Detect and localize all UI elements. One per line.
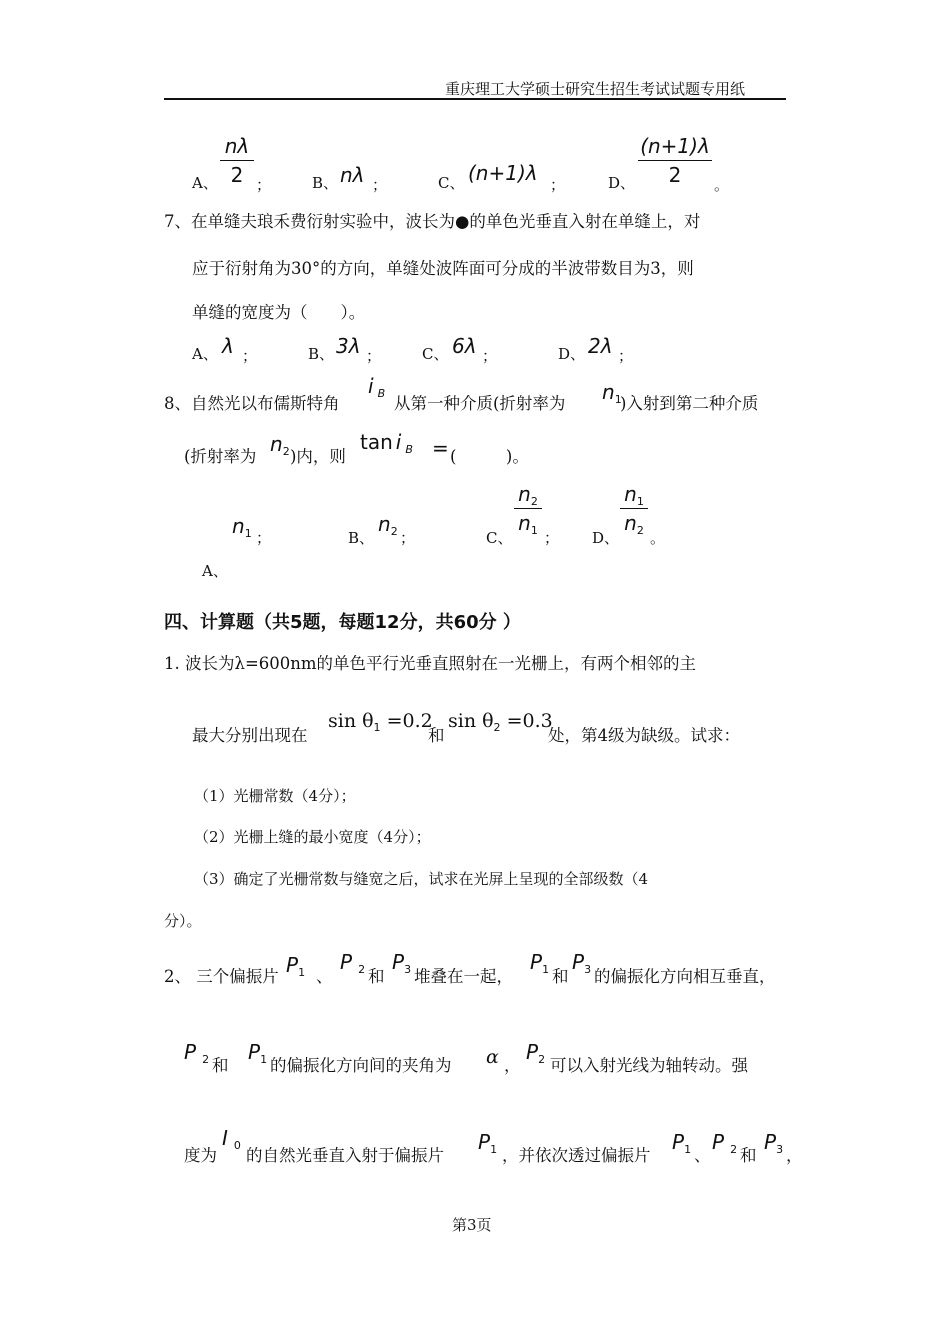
- q8-line2-prefix: (折射率为: [184, 447, 257, 466]
- p2-line2-mid: 的偏振化方向间的夹角为: [270, 1056, 452, 1075]
- q6-option-d-label: D、: [608, 174, 636, 192]
- header-title: 重庆理工大学硕士研究生招生考试试题专用纸: [445, 80, 746, 98]
- q7-option-b-value: 3λ: [336, 334, 361, 358]
- fraction-bar: [620, 508, 648, 509]
- p2-polarizer-p1-d: $P_1$: [478, 1130, 498, 1156]
- q6-option-a-fraction: [220, 134, 254, 187]
- p2-line3-end: ，: [786, 1146, 803, 1165]
- q8-text-end: )入射到第二种介质: [620, 394, 759, 413]
- p2-line1-mid: 堆叠在一起，: [414, 967, 513, 986]
- q8-option-d-denominator: $n_2$: [624, 511, 644, 537]
- q6-option-b-end: ；: [372, 176, 388, 194]
- p1-and: 和: [428, 726, 445, 745]
- q8-option-b-label: B、: [348, 529, 375, 547]
- p1-item-3-continued: 分）。: [164, 912, 202, 930]
- p2-and-3: 和: [740, 1146, 757, 1165]
- q8-option-b-end: ；: [400, 529, 416, 547]
- q8-option-d-label: D、: [592, 529, 620, 547]
- q7-option-d-label: D、: [558, 345, 586, 363]
- q8-option-d-fraction: [620, 482, 648, 535]
- p2-comma: ，: [504, 1056, 521, 1075]
- q8-tan-expression: tan i $_B$: [360, 430, 413, 456]
- q8-option-c-numerator: $n_2$: [518, 482, 538, 508]
- p2-intensity-i0: I $_0$: [222, 1126, 241, 1152]
- q6-option-d-fraction: [638, 134, 712, 187]
- p2-line3-prefix: 度为: [184, 1146, 217, 1165]
- q8-option-a-value: $n_1$: [232, 514, 252, 540]
- q8-option-c-label: C、: [486, 529, 513, 547]
- q6-option-a-numerator: nλ: [224, 134, 250, 158]
- p1-item-2: （2）光栅上缝的最小宽度（4分）；: [194, 828, 431, 846]
- q8-n2: $n_2$: [270, 432, 290, 458]
- q8-option-b-value: $n_2$: [378, 512, 398, 538]
- p2-polarizer-p1: $P_1$: [286, 953, 306, 979]
- p2-polarizer-p2-d: P $_2$: [712, 1130, 738, 1156]
- p2-line2-and: 和: [212, 1056, 229, 1075]
- q8-prefix: 8、自然光以布儒斯特角: [164, 394, 340, 413]
- page-number: 第3页: [452, 1216, 492, 1234]
- q7-option-b-label: B、: [308, 345, 335, 363]
- q7-option-a-label: A、: [192, 345, 218, 363]
- q8-blank: ( )。: [450, 447, 529, 466]
- p2-polarizer-p3-b: $P_3$: [572, 950, 592, 976]
- fraction-bar: [220, 160, 254, 161]
- p1-item-1: （1）光栅常数（4分）；: [194, 787, 356, 805]
- q7-option-c-end: ；: [482, 347, 498, 365]
- p2-line2-end: 可以入射光线为轴转动。强: [550, 1056, 748, 1075]
- q8-option-d-numerator: $n_1$: [624, 482, 644, 508]
- p2-and-1: 和: [368, 967, 385, 986]
- q6-option-d-numerator: (n+1)λ: [640, 134, 710, 158]
- q6-option-a-end: ；: [256, 176, 272, 194]
- q7-option-c-label: C、: [422, 345, 449, 363]
- q8-equals: =: [432, 436, 449, 460]
- q6-option-d-end: 。: [714, 176, 730, 194]
- p2-polarizer-p1-c: $P_1$: [248, 1040, 268, 1066]
- q8-option-c-denominator: $n_1$: [518, 511, 538, 537]
- p1-line2-prefix: 最大分别出现在: [192, 726, 308, 745]
- p2-line3-mid2: ，并依次透过偏振片: [502, 1146, 651, 1165]
- p2-polarizer-p2-b: P $_2$: [184, 1040, 210, 1066]
- p2-polarizer-p1-b: $P_1$: [530, 950, 550, 976]
- q6-option-c-label: C、: [438, 174, 465, 192]
- p1-item-3: （3）确定了光栅常数与缝宽之后，试求在光屏上呈现的全部级数（4: [194, 870, 649, 888]
- q6-option-c-value: (n+1)λ: [468, 161, 538, 185]
- p1-line-1: 1. 波长为λ=600nm的单色平行光垂直照射在一光栅上，有两个相邻的主: [164, 654, 697, 673]
- q8-brewster-angle: i $_B$: [368, 374, 386, 400]
- p2-polarizer-p3-c: $P_3$: [764, 1130, 784, 1156]
- q7-option-a-value: λ: [222, 334, 234, 358]
- p1-sin-theta-2: $\sin \theta_2 =0.3$: [448, 710, 553, 734]
- p2-line3-mid: 的自然光垂直入射于偏振片: [246, 1146, 444, 1165]
- p2-polarizer-p1-e: $P_1$: [672, 1130, 692, 1156]
- q7-option-b-end: ；: [366, 347, 382, 365]
- fraction-bar: [514, 508, 542, 509]
- q7-option-d-end: ；: [618, 347, 634, 365]
- q7-line-3: 单缝的宽度为（ ）。: [192, 303, 366, 322]
- q8-option-d-end: 。: [650, 529, 666, 547]
- q7-line-1: 7、在单缝夫琅禾费衍射实验中，波长为●的单色光垂直入射在单缝上，对: [164, 212, 701, 231]
- p2-sep-2: 、: [694, 1146, 711, 1165]
- q7-option-a-end: ；: [242, 347, 258, 365]
- p2-polarizer-p2: P $_2$: [340, 950, 366, 976]
- fraction-bar: [638, 160, 712, 161]
- q8-option-a-label: A、: [202, 562, 228, 580]
- p1-sin-theta-1: $\sin \theta_1 =0.2$: [328, 710, 433, 734]
- q7-option-c-value: 6λ: [452, 334, 477, 358]
- q6-option-b-label: B、: [312, 174, 339, 192]
- q6-option-d-denominator: 2: [668, 163, 682, 187]
- q7-option-d-value: 2λ: [588, 334, 613, 358]
- q7-line-2: 应于衍射角为30°的方向，单缝处波阵面可分成的半波带数目为3，则: [192, 259, 694, 278]
- q8-n1: $n_1$: [602, 380, 622, 406]
- p2-alpha: α: [486, 1046, 499, 1068]
- q6-option-a-denominator: 2: [230, 163, 244, 187]
- p2-polarizer-p3: $P_3$: [392, 950, 412, 976]
- section-title: 四、计算题（共5题，每题12分，共60分 ）: [164, 612, 521, 633]
- p2-and-2: 和: [552, 967, 569, 986]
- p2-line1-end: 的偏振化方向相互垂直，: [594, 967, 776, 986]
- q6-option-b-value: nλ: [340, 163, 365, 187]
- q8-line2-mid: )内，则: [290, 447, 346, 466]
- p2-sep: 、: [316, 967, 333, 986]
- q6-option-a-label: A、: [192, 174, 218, 192]
- header-rule: [164, 98, 786, 100]
- p2-line1-prefix: 2、 三个偏振片: [164, 967, 279, 986]
- q6-option-c-end: ；: [550, 176, 566, 194]
- q8-option-a-end: ；: [256, 529, 272, 547]
- q8-text-mid: 从第一种介质(折射率为: [394, 394, 566, 413]
- q8-option-c-fraction: [514, 482, 542, 535]
- p1-line2-end: 处，第4级为缺级。试求：: [548, 726, 740, 745]
- q8-option-c-end: ；: [544, 529, 560, 547]
- p2-polarizer-p2-c: $P_2$: [526, 1040, 546, 1066]
